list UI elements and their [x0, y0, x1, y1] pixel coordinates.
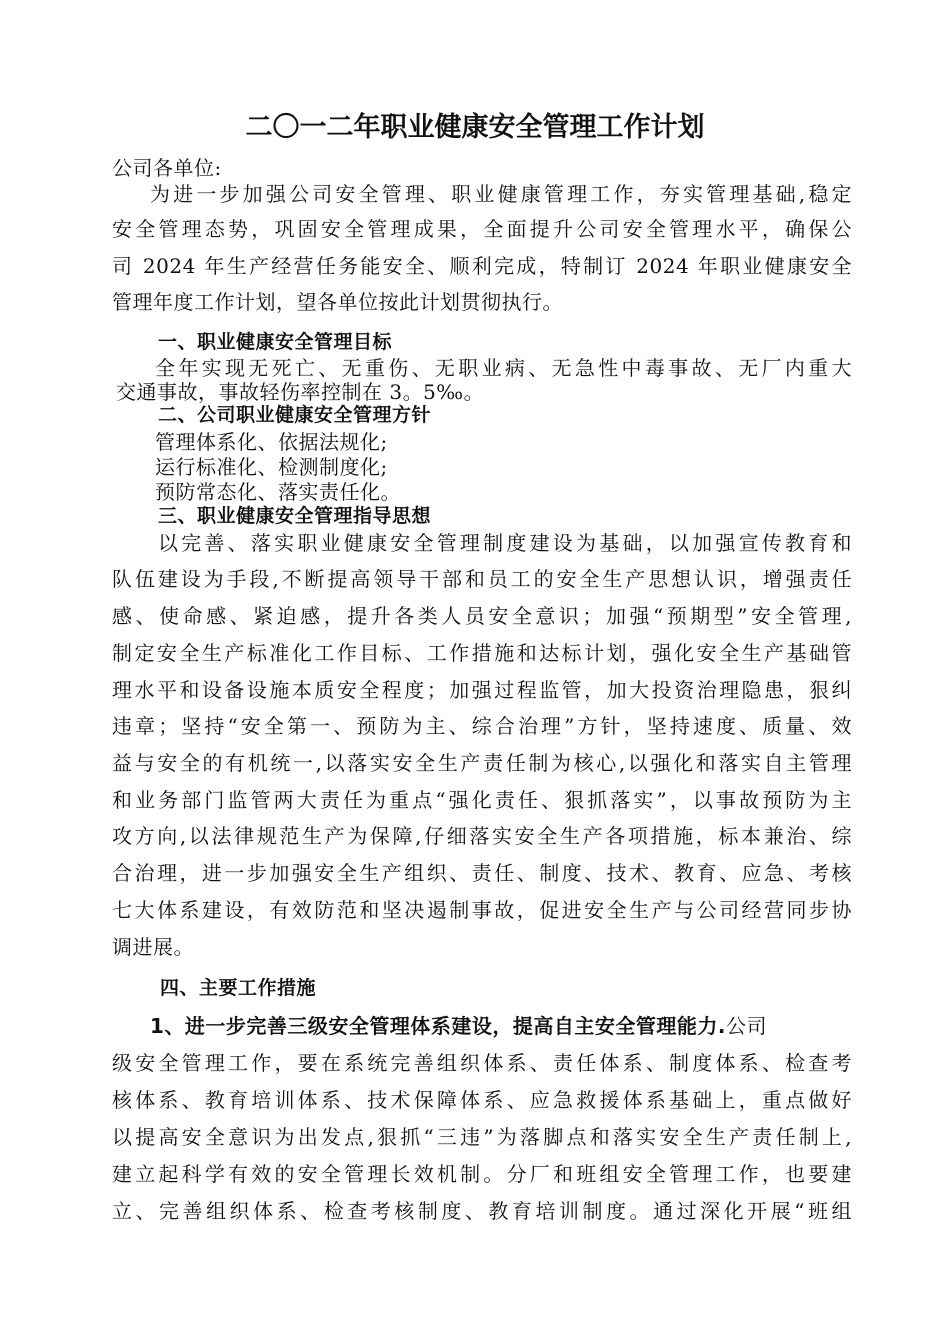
paragraph-line: 司 2024 年生产经营任务能安全、顺利完成，特制订 2024 年职业健康安全 [112, 254, 852, 278]
paragraph-line: 核体系、教育培训体系、技术保障体系、应急救援体系基础上，重点做好 [112, 1088, 852, 1112]
paragraph-line: 攻方向,以法律规范生产为保障,仔细落实安全生产各项措施，标本兼治、综 [112, 824, 852, 848]
paragraph-line: 以完善、落实职业健康安全管理制度建设为基础，以加强宣传教育和 [158, 531, 852, 555]
list-line: 管理体系化、依据法规化; [155, 430, 388, 454]
paragraph-line: 七大体系建设，有效防范和坚决遏制事故，促进安全生产与公司经营同步协 [112, 898, 852, 922]
section-heading: 三、职业健康安全管理指导思想 [158, 505, 432, 527]
paragraph-line: 理水平和设备设施本质安全程度；加强过程监管，加大投资治理隐患，狠纠 [112, 678, 852, 702]
paragraph-first-line [150, 1010, 852, 1039]
paragraph-line: 安全管理态势，巩固安全管理成果，全面提升公司安全管理水平，确保公 [112, 217, 852, 241]
paragraph-line: 管理年度工作计划，望各单位按此计划贯彻执行。 [112, 290, 563, 314]
paragraph-line: 建立起科学有效的安全管理长效机制。分厂和班组安全管理工作，也要建 [112, 1162, 852, 1186]
document-title: 二〇一二年职业健康安全管理工作计划 [245, 112, 705, 143]
paragraph-line: 立、完善组织体系、检查考核制度、教育培训制度。通过深化开展“班组 [112, 1199, 852, 1223]
paragraph-line: 感、使命感、紧迫感，提升各类人员安全意识；加强“预期型”安全管理, [112, 604, 852, 628]
paragraph-line: 为进一步加强公司安全管理、职业健康管理工作，夯实管理基础,稳定 [150, 182, 852, 206]
paragraph-line: 队伍建设为手段,不断提高领导干部和员工的安全生产思想认识，增强责任 [112, 567, 852, 591]
paragraph-line: 调进展。 [112, 935, 194, 959]
paragraph-line: 和业务部门监管两大责任为重点“强化责任、狠抓落实”，以事故预防为主 [112, 788, 852, 812]
list-line: 运行标准化、检测制度化; [155, 455, 388, 479]
paragraph-line: 交通事故，事故轻伤率控制在 3。5‰。 [116, 380, 485, 404]
section-heading: 四、主要工作措施 [160, 977, 317, 999]
paragraph-line: 合治理，进一步加强安全生产组织、责任、制度、技术、教育、应急、考核 [112, 861, 852, 885]
section-heading: 二、公司职业健康安全管理方针 [158, 404, 432, 426]
paragraph-line: 违章；坚持“安全第一、预防为主、综合治理”方针，坚持速度、质量、效 [112, 714, 852, 738]
subsection-heading: 1、进一步完善三级安全管理体系建设，提高自主安全管理能力. [150, 1014, 727, 1038]
list-line: 预防常态化、落实责任化。 [155, 480, 401, 504]
paragraph-line: 制定安全生产标准化工作目标、工作措施和达标计划，强化安全生产基础管 [112, 641, 852, 665]
paragraph-line: 全年实现无死亡、无重伤、无职业病、无急性中毒事故、无厂内重大 [155, 356, 852, 380]
paragraph-line: 益与安全的有机统一,以落实安全生产责任制为核心,以强化和落实自主管理 [112, 751, 852, 775]
section-heading: 一、职业健康安全管理目标 [158, 331, 393, 353]
paragraph-text: 公司 [726, 1014, 768, 1038]
salutation: 公司各单位: [112, 156, 222, 180]
paragraph-line: 级安全管理工作，要在系统完善组织体系、责任体系、制度体系、检查考 [112, 1051, 852, 1075]
paragraph-line: 以提高安全意识为出发点,狠抓“三违”为落脚点和落实安全生产责任制上, [112, 1125, 852, 1149]
